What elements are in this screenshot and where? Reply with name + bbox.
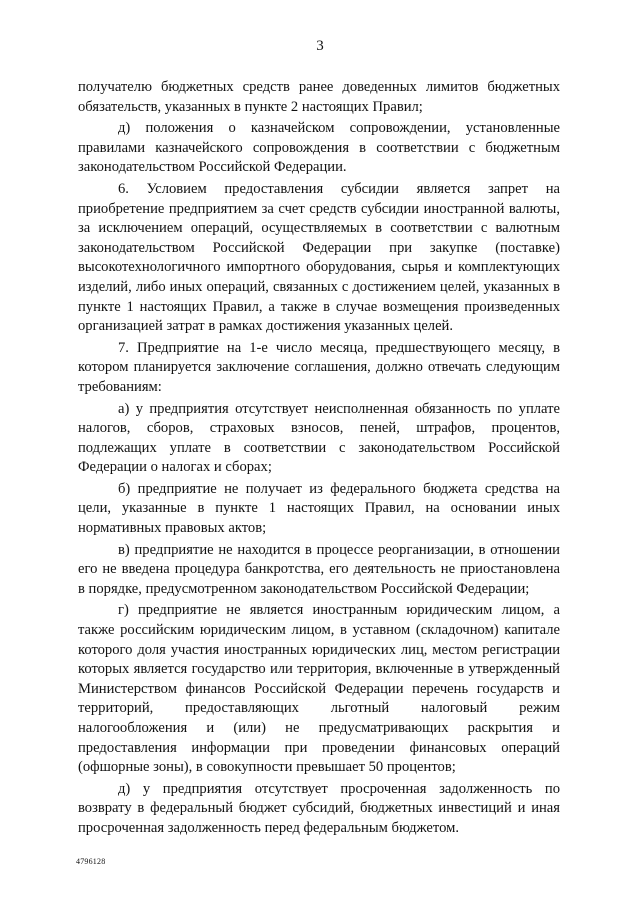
- paragraph-continuation: получателю бюджетных средств ранее доведенных лимитов бюджетных обязательств, указанных в пункте 2 настоящих Правил;: [78, 79, 560, 115]
- page-number: 3: [316, 38, 324, 54]
- paragraph-7-d: д) у предприятия отсутствует просроченная задолженность по возврату в федеральный бюджет субсидий, бюджетных инвестиций и иная просроченная задолженность перед федеральным бюджетом.: [78, 780, 560, 836]
- paragraph-7-g: г) предприятие не является иностранным юридическим лицом, а также российским юридическим лицом, в уставном (складочном) капитале которого доля участия иностранных юридических лиц, местом регистрации которых является государство или территория, включенные в утвержденный Министерством финансов Российской Федерации перечень государств и территорий, предоставляющих льготный налоговый режим налогообложения и (или) не предусматривающих раскрытия и предоставления информации при проведении финансовых операций (офшорные зоны), в совокупности превышает 50 процентов;: [78, 602, 560, 776]
- paragraph-7: 7. Предприятие на 1-е число месяца, предшествующего месяцу, в котором планируется заключение соглашения, должно отвечать следующим требованиям:: [78, 339, 560, 395]
- paragraph-7-b: б) предприятие не получает из федерального бюджета средства на цели, указанные в пункте 1 настоящих Правил, на основании иных нормативных правовых актов;: [78, 480, 560, 537]
- paragraph-7-a: а) у предприятия отсутствует неисполненная обязанность по уплате налогов, сборов, страховых взносов, пеней, штрафов, процентов, подлежащих уплате в соответствии с законодательством Российской Федерации о налогах и сборах;: [78, 400, 560, 476]
- paragraph-7-v: в) предприятие не находится в процессе реорганизации, в отношении его не введена процедура банкротства, его деятельность не приостановлена в порядке, предусмотренном законодательством Российской Федерации;: [78, 541, 560, 597]
- document-code: 4796128: [76, 857, 106, 866]
- paragraph-6: 6. Условием предоставления субсидии является запрет на приобретение предприятием за счет средств субсидии иностранной валюты, за исключением операций, осуществляемых в соответствии с валютным законодательством Российской Федерации при закупке (поставке) высокотехнологичного импортного оборудования, сырья и комплектующих изделий, либо иных операций, связанных с достижением целей, указанных в пункте 1 настоящих Правил, а также в случае возмещения произведенных организацией затрат в рамках достижения указанных целей.: [78, 180, 560, 335]
- document-body: [78, 78, 560, 841]
- paragraph-item-d-treasury: д) положения о казначейском сопровождении, установленные правилами казначейского сопровождения в соответствии с бюджетным законодательством Российской Федерации.: [78, 120, 560, 176]
